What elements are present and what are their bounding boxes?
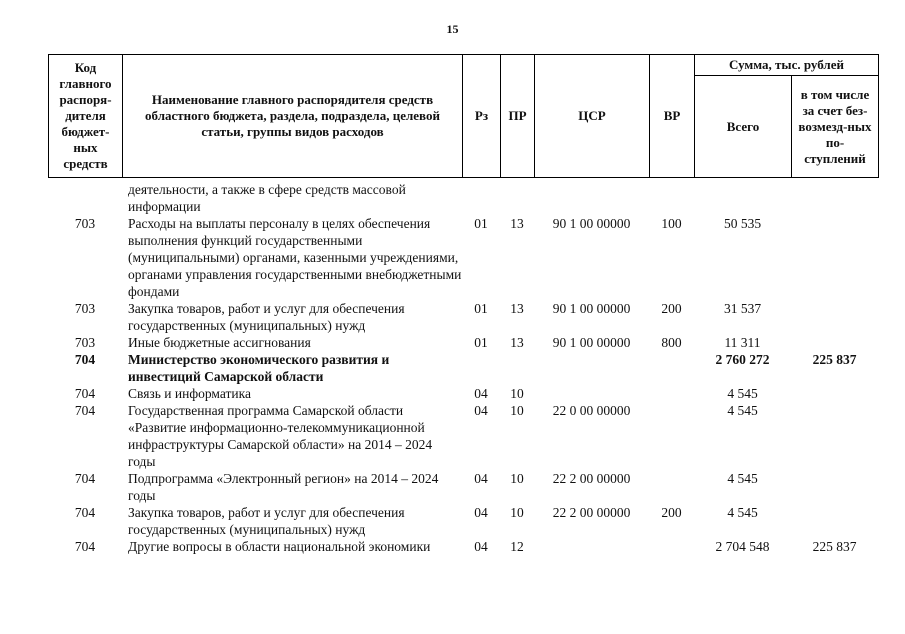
cell-total: 4 545 xyxy=(727,403,758,418)
cell-pr: 13 xyxy=(510,335,524,350)
cell-name: Иные бюджетные ассигнования xyxy=(128,335,311,350)
cell-name: Министерство экономического развития и инвестиций Самарской области xyxy=(128,352,390,384)
cell-vr xyxy=(649,538,694,555)
cell-pr: 10 xyxy=(510,505,524,520)
cell-pr xyxy=(500,351,534,385)
cell-vr: 200 xyxy=(661,301,682,316)
cell-incl xyxy=(791,300,878,334)
cell-pr xyxy=(500,181,534,215)
cell-code: 704 xyxy=(74,403,96,418)
table-row xyxy=(48,215,878,300)
cell-code: 704 xyxy=(74,505,96,520)
cell-pr: 13 xyxy=(510,301,524,316)
table-row xyxy=(48,334,878,351)
cell-code: 703 xyxy=(74,216,96,231)
table-row xyxy=(48,181,878,215)
header-name: Наименование главного распорядителя средств областного бюджета, раздела, подраздела, целевой статьи, группы видов расходов xyxy=(123,55,463,178)
cell-pr: 10 xyxy=(510,471,524,486)
table-row xyxy=(48,351,878,385)
cell-incl xyxy=(791,181,878,215)
cell-pr: 10 xyxy=(510,386,524,401)
cell-csr: 90 1 00 00000 xyxy=(552,335,631,350)
cell-name: Закупка товаров, работ и услуг для обеспечения государственных (муниципальных) нужд xyxy=(128,301,405,333)
table-row xyxy=(48,300,878,334)
cell-rz: 04 xyxy=(474,386,488,401)
table-row xyxy=(48,385,878,402)
cell-code: 703 xyxy=(74,301,96,316)
table-row xyxy=(48,402,878,470)
cell-pr: 10 xyxy=(510,403,524,418)
cell-name: Другие вопросы в области национальной экономики xyxy=(128,539,431,554)
cell-csr: 90 1 00 00000 xyxy=(552,216,631,231)
header-pr: ПР xyxy=(501,55,535,178)
cell-incl: 225 837 xyxy=(812,539,857,554)
cell-vr xyxy=(649,181,694,215)
cell-code: 704 xyxy=(74,471,96,486)
cell-name: Подпрограмма «Электронный регион» на 2014 – 2024 годы xyxy=(128,471,439,503)
cell-csr: 22 0 00 00000 xyxy=(552,403,631,418)
table-header xyxy=(48,54,879,178)
cell-incl xyxy=(791,504,878,538)
cell-rz: 04 xyxy=(474,539,488,554)
header-sum: Сумма, тыс. рублей xyxy=(695,55,879,76)
cell-rz xyxy=(462,181,500,215)
cell-rz: 04 xyxy=(474,471,488,486)
cell-csr xyxy=(534,351,649,385)
page-number: 15 xyxy=(446,22,459,36)
cell-total: 4 545 xyxy=(727,386,758,401)
header-total: Всего xyxy=(695,76,792,178)
cell-pr: 13 xyxy=(510,216,524,231)
cell-total xyxy=(694,181,791,215)
cell-csr: 22 2 00 00000 xyxy=(552,471,631,486)
cell-total: 2 704 548 xyxy=(715,539,770,554)
table-body xyxy=(48,181,878,555)
cell-vr: 100 xyxy=(661,216,682,231)
cell-total: 4 545 xyxy=(727,471,758,486)
cell-total: 31 537 xyxy=(723,301,762,316)
cell-vr xyxy=(649,470,694,504)
header-code: Код главного распоря-дителя бюджет-ных средств xyxy=(49,55,123,178)
cell-csr: 22 2 00 00000 xyxy=(552,505,631,520)
cell-rz xyxy=(462,351,500,385)
table-row xyxy=(48,504,878,538)
cell-code: 704 xyxy=(74,352,96,367)
cell-vr xyxy=(649,385,694,402)
cell-incl xyxy=(791,470,878,504)
cell-name: деятельности, а также в сфере средств массовой информации xyxy=(128,182,406,214)
cell-csr xyxy=(534,181,649,215)
cell-code: 704 xyxy=(74,539,96,554)
cell-incl: 225 837 xyxy=(812,352,857,367)
header-incl: в том числе за счет без-возмезд-ных по-ступлений xyxy=(792,76,879,178)
cell-name: Расходы на выплаты персоналу в целях обеспечения выполнения функций государственными (муниципальными) органами, казенными учреждениями, органами управления государственными внебюджетными фондами xyxy=(128,216,462,299)
cell-total: 50 535 xyxy=(723,216,762,231)
cell-vr xyxy=(649,351,694,385)
table-row xyxy=(48,538,878,555)
cell-rz: 01 xyxy=(474,335,488,350)
cell-vr: 800 xyxy=(661,335,682,350)
cell-total: 2 760 272 xyxy=(715,352,770,367)
cell-csr xyxy=(534,538,649,555)
cell-incl xyxy=(791,402,878,470)
cell-incl xyxy=(791,215,878,300)
cell-code xyxy=(48,181,122,215)
cell-rz: 01 xyxy=(474,301,488,316)
cell-name: Связь и информатика xyxy=(128,386,251,401)
cell-incl xyxy=(791,334,878,351)
cell-code: 704 xyxy=(74,386,96,401)
cell-name: Государственная программа Самарской области «Развитие информационно-телекоммуникационной инфраструктуры Самарской области» на 2014 – 2024 годы xyxy=(128,403,433,469)
cell-csr: 90 1 00 00000 xyxy=(552,301,631,316)
cell-name: Закупка товаров, работ и услуг для обеспечения государственных (муниципальных) нужд xyxy=(128,505,405,537)
header-rz: Рз xyxy=(463,55,501,178)
cell-total: 4 545 xyxy=(727,505,758,520)
header-csr: ЦСР xyxy=(535,55,650,178)
header-vr: ВР xyxy=(650,55,695,178)
cell-rz: 04 xyxy=(474,505,488,520)
cell-pr: 12 xyxy=(510,539,524,554)
cell-rz: 04 xyxy=(474,403,488,418)
cell-total: 11 311 xyxy=(724,335,761,350)
cell-code: 703 xyxy=(74,335,96,350)
cell-incl xyxy=(791,385,878,402)
table-row xyxy=(48,470,878,504)
cell-rz: 01 xyxy=(474,216,488,231)
cell-vr: 200 xyxy=(661,505,682,520)
cell-vr xyxy=(649,402,694,470)
cell-csr xyxy=(534,385,649,402)
